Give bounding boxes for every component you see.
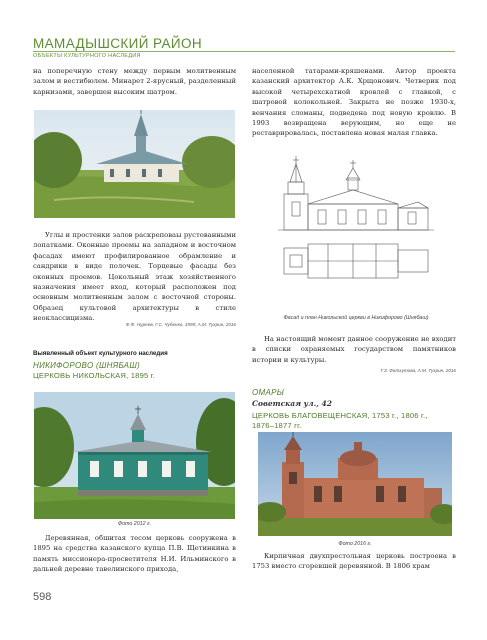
photo-caption: Фото 2012 г. xyxy=(117,521,152,527)
section-title: МАМАДЫШСКИЙ РАЙОН xyxy=(33,36,203,51)
header-rule xyxy=(33,51,455,52)
text-paragraph: Углы и простенки залов раскреповаы рустованными лопатками. Оконные проемы на западном и восточном фасадах имеют профилированное обрамление и сандрики в виде полочек. Торцевые фасады без оконных проемов. Цокольный этаж хозяйственного назначения имеет вход, который расположен под основным молитвенным залом с восточной стороны. Образец культовой архитектуры в стиле неоклассицизма. xyxy=(33,231,236,323)
mosque-photo xyxy=(34,110,235,218)
church-nikolskaya-photo xyxy=(34,392,235,519)
author-credit: Ф.Ф. Нуреев, Г.С. Чубенко, 1995; А.М. Тухрин, 2016 xyxy=(125,322,236,327)
church-blagoveshchenskaya-photo xyxy=(258,432,452,536)
identified-object-label: Выявленный объект культурного наследия xyxy=(33,350,168,357)
text-paragraph: Деревянная, обшитая тесом церковь сооружена в 1895 на средства казанского купца П.В. Щетинкина в память миссионера-просветителя Н.И. Ильминского в дальней деревне тавелинского прихода, xyxy=(33,534,236,574)
church-title: ЦЕРКОВЬ НИКОЛЬСКАЯ, 1895 г. xyxy=(33,371,156,380)
section-subtitle: ОБЪЕКТЫ КУЛЬТУРНОГО НАСЛЕДИЯ xyxy=(33,53,141,59)
text-paragraph: Кирпичная двухпрестольная церковь построена в 1753 вместо сгоревшей деревянной. В 1806 храм xyxy=(252,552,456,571)
text-paragraph: На настоящий момент данное сооружение не входит в списки охраняемых государством памятников истории и культуры. xyxy=(252,335,456,364)
drawing-caption: Фасад и план Никольской церкви в Никифорово (Шнябаш) xyxy=(283,315,429,321)
author-credit: Г.З. Фатхутова, А.М. Тухрин, 2016 xyxy=(380,368,456,373)
photo-caption: Фото 2016 г. xyxy=(338,541,372,547)
street-address: Советская ул., 42 xyxy=(252,399,332,408)
facade-plan-drawing xyxy=(258,152,452,308)
page-number: 598 xyxy=(33,591,52,603)
church-title: ЦЕРКОВЬ БЛАГОВЕЩЕНСКАЯ, 1753 г., 1806 г., xyxy=(252,411,428,420)
church-title-years: 1876–1877 гг. xyxy=(252,421,302,430)
village-name: НИКИФОРОВО (ШНЯБАШ) xyxy=(33,361,140,370)
text-paragraph: на поперечную стену между первым молитвенным залом и вестибюлем. Минарет 2-ярусный, разделенный карнизами, завершен высоким шатром. xyxy=(33,67,236,96)
text-paragraph: населенной татарами-кряшенами. Автор проекта казанский архитектор А.К. Хрщонович. Четверик под высокой четырехскатной кровлей с главкой, с шатровой колокольней. Закрыта не позже 1930-х, венчания сломаны, подведена под новую кровлю. В 1993 возвращена верующим, но еще не реставрировалась, поставлена новая малая главка. xyxy=(252,67,456,138)
village-name: ОМАРЫ xyxy=(252,388,285,397)
